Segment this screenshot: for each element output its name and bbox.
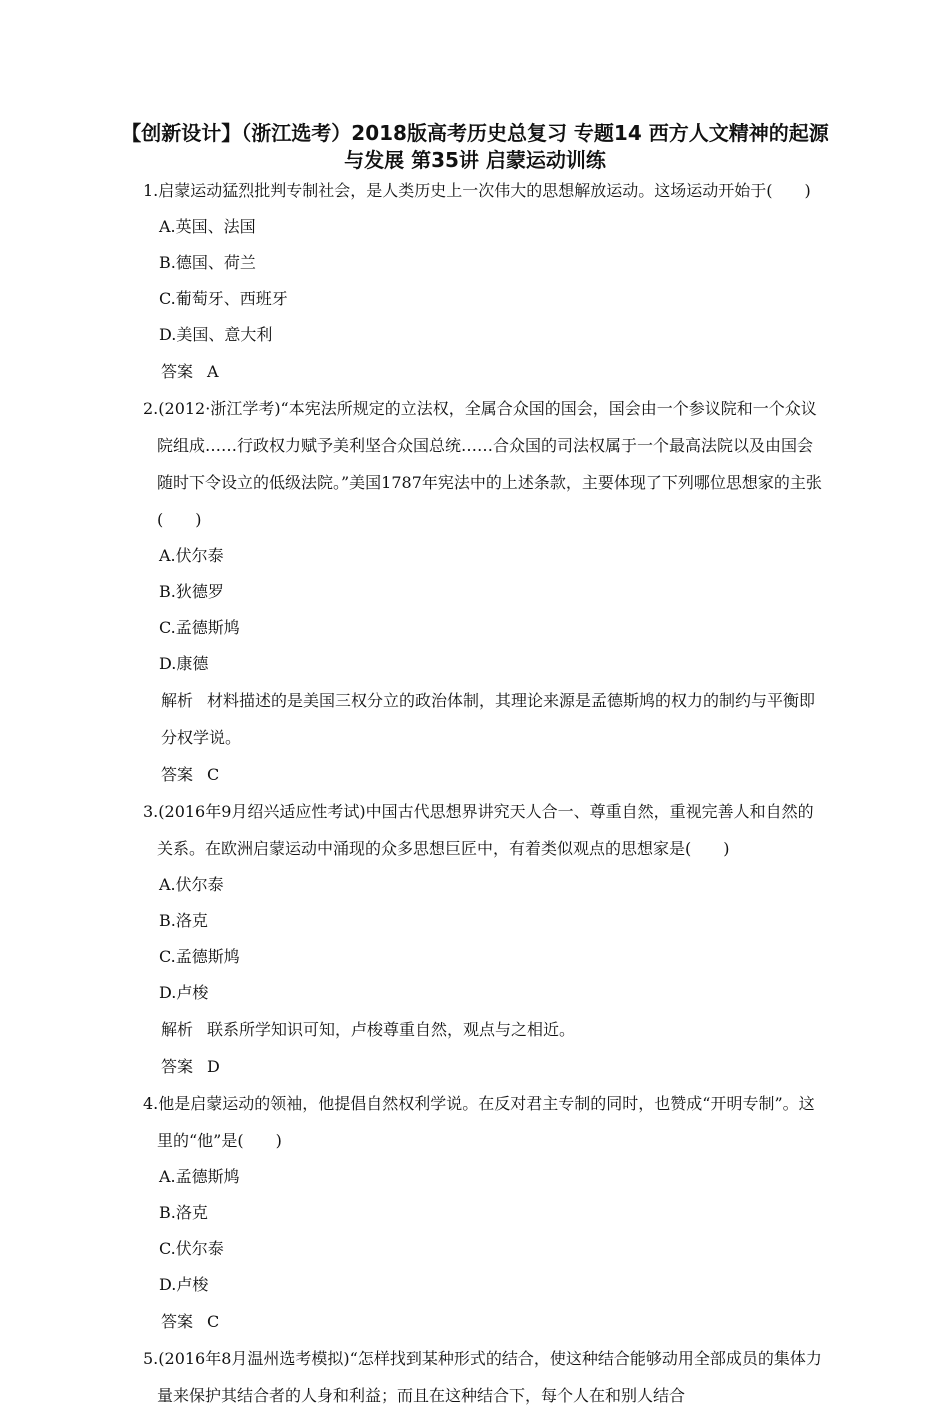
option-a: A.孟德斯鸠 xyxy=(159,1167,240,1186)
answer-line xyxy=(143,756,823,793)
option-c: C.孟德斯鸠 xyxy=(159,947,240,966)
analysis-line xyxy=(143,682,823,756)
question-3 xyxy=(143,793,823,1085)
question-stem: 4.他是启蒙运动的领袖，他提倡自然权利学说。在反对君主专制的同时，也赞成“开明专制”。这里的“他”是( ) xyxy=(143,1094,815,1150)
question-stem: 3.(2016年9月绍兴适应性考试)中国古代思想界讲究天人合一、尊重自然，重视完善人和自然的关系。在欧洲启蒙运动中涌现的众多思想巨匠中，有着类似观点的思想家是( ) xyxy=(143,802,814,858)
answer-value: C xyxy=(207,765,220,784)
answer-label: 答案 xyxy=(161,1057,194,1076)
answer-label: 答案 xyxy=(161,362,194,381)
analysis-line xyxy=(143,1011,823,1048)
option-d: D.美国、意大利 xyxy=(159,325,273,344)
option-c: C.伏尔泰 xyxy=(159,1239,224,1258)
question-4 xyxy=(143,1085,823,1340)
option-d: D.卢梭 xyxy=(159,983,209,1002)
option-b: B.德国、荷兰 xyxy=(159,253,256,272)
answer-line xyxy=(143,353,823,390)
option-list xyxy=(143,538,823,682)
question-list xyxy=(143,172,823,1414)
answer-value: D xyxy=(207,1057,220,1076)
question-stem: 1.启蒙运动猛烈批判专制社会，是人类历史上一次伟大的思想解放运动。这场运动开始于( ) xyxy=(143,181,811,200)
option-d: D.卢梭 xyxy=(159,1275,209,1294)
analysis-text: 材料描述的是美国三权分立的政治体制，其理论来源是孟德斯鸠的权力的制约与平衡即分权学说。 xyxy=(161,691,816,747)
option-c: C.葡萄牙、西班牙 xyxy=(159,289,288,308)
option-list xyxy=(143,209,823,353)
question-2 xyxy=(143,390,823,793)
option-a: A.伏尔泰 xyxy=(159,546,224,565)
option-list xyxy=(143,867,823,1011)
answer-line xyxy=(143,1303,823,1340)
analysis-text: 联系所学知识可知，卢梭尊重自然，观点与之相近。 xyxy=(207,1020,576,1039)
answer-value: A xyxy=(207,362,219,381)
document-title: 【创新设计】（浙江选考）2018版高考历史总复习 专题14 西方人文精神的起源与发展 第35讲 启蒙运动训练 xyxy=(121,121,829,172)
option-a: A.伏尔泰 xyxy=(159,875,224,894)
analysis-label: 解析 xyxy=(161,1020,194,1039)
question-5 xyxy=(143,1340,823,1414)
question-1 xyxy=(143,172,823,390)
option-c: C.孟德斯鸠 xyxy=(159,618,240,637)
answer-label: 答案 xyxy=(161,1312,194,1331)
question-stem: 2.(2012·浙江学考)“本宪法所规定的立法权，全属合众国的国会，国会由一个参议院和一个众议院组成……行政权力赋予美利坚合众国总统……合众国的司法权属于一个最高法院以及由国会随时下令设立的低级法院。”美国1787年宪法中的上述条款，主要体现了下列哪位思想家的主张( ) xyxy=(143,399,822,529)
answer-label: 答案 xyxy=(161,765,194,784)
option-d: D.康德 xyxy=(159,654,209,673)
analysis-label: 解析 xyxy=(161,691,194,710)
option-b: B.洛克 xyxy=(159,1203,208,1222)
answer-value: C xyxy=(207,1312,220,1331)
option-a: A.英国、法国 xyxy=(159,217,256,236)
option-b: B.洛克 xyxy=(159,911,208,930)
option-b: B.狄德罗 xyxy=(159,582,224,601)
question-stem: 5.(2016年8月温州选考模拟)“怎样找到某种形式的结合，使这种结合能够动用全部成员的集体力量来保护其结合者的人身和利益；而且在这种结合下，每个人在和别人结合 xyxy=(143,1349,822,1405)
answer-line xyxy=(143,1048,823,1085)
option-list xyxy=(143,1159,823,1303)
